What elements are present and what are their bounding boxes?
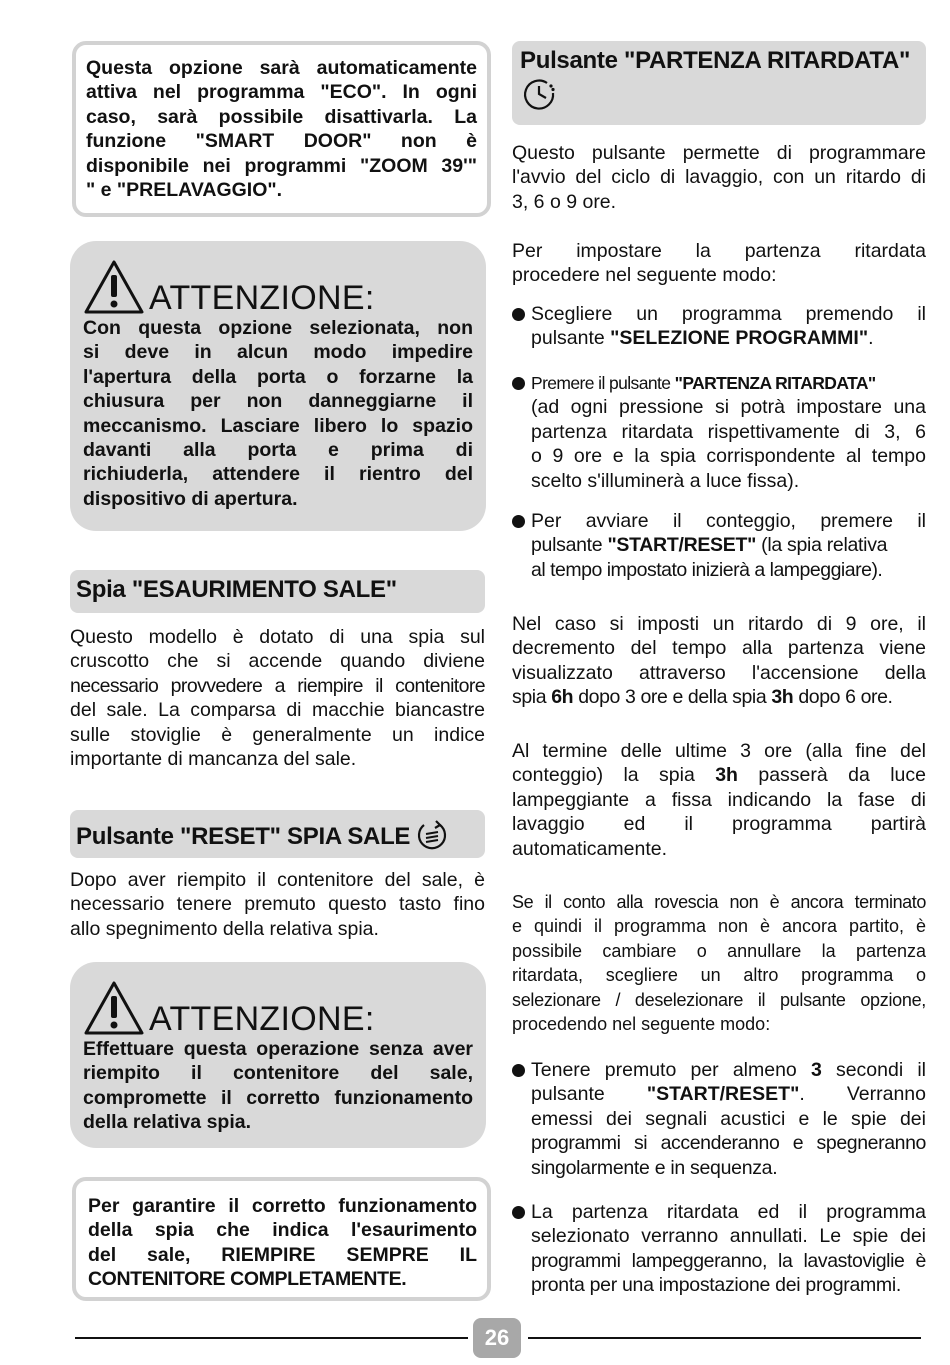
text-line: ritardata, scegliere un altro programma o xyxy=(512,965,926,986)
heading-text: Spia "ESAURIMENTO SALE" xyxy=(76,576,397,603)
eco-note-text xyxy=(86,56,477,202)
text-line: lavaggio ed il programma partirà xyxy=(512,813,926,836)
text-line: Per garantire il corretto funzionamento xyxy=(88,1195,477,1217)
text-line: sulle stoviglie è generalmente un indice xyxy=(70,723,485,746)
text-line: La partenza ritardata ed il programma xyxy=(531,1201,926,1223)
list-item xyxy=(512,371,926,493)
text-line: CONTENITORE COMPLETAMENTE. xyxy=(88,1268,407,1291)
text-line: possibile cambiare o annullare la partenza xyxy=(512,940,926,961)
bullet-icon xyxy=(512,1206,525,1219)
text-line: automaticamente. xyxy=(512,837,668,860)
footer-divider xyxy=(75,1337,468,1339)
warning-title: ATTENZIONE: xyxy=(149,1000,375,1038)
text-line: richiuderla, attendere il rientro del xyxy=(83,463,473,486)
text-line: Per avviare il conteggio, premere il xyxy=(531,510,926,532)
section-heading-delayed-start xyxy=(512,41,926,125)
text-line: Dopo aver riempito il contenitore del sale, è xyxy=(70,869,485,891)
text-line: Al termine delle ultime 3 ore (alla fine del xyxy=(512,740,926,762)
warning-box xyxy=(70,241,486,531)
warning-heading xyxy=(83,976,473,1036)
text-line: si deve in alcun modo impedire xyxy=(83,341,473,364)
text-line: partenza ritardata rispettivamente di 3, 6 xyxy=(531,420,926,443)
guarantee-note-text xyxy=(88,1194,477,1292)
text-line: visualizzato attraverso l'accensione della xyxy=(512,661,926,684)
text-line: " e "PRELAVAGGIO". xyxy=(86,179,283,202)
text-line: Per impostare la partenza ritardata xyxy=(512,240,926,262)
warning-triangle-icon xyxy=(83,259,145,315)
text-line: conteggio) la spia 3h passerà da luce xyxy=(512,764,926,787)
page-number: 26 xyxy=(473,1318,521,1358)
text-line: l'avvio del ciclo di lavaggio, con un ritardo di xyxy=(512,166,926,189)
text-line: meccanismo. Lasciare libero lo spazio xyxy=(83,414,473,437)
list-item xyxy=(512,1200,926,1298)
cancel-text xyxy=(512,890,926,1036)
salt-lamp-text xyxy=(70,625,485,771)
text-line: del sale, RIEMPIRE SEMPRE IL xyxy=(88,1243,477,1266)
text-line: disponibile nei programmi "ZOOM 39'" xyxy=(86,154,477,177)
text-line: l'apertura della porta o forzarne la xyxy=(83,365,473,388)
text-line: riempito il contenitore del sale, xyxy=(83,1062,473,1085)
text-line: selezionato verranno annullati. Le spie dei xyxy=(531,1225,926,1248)
bullet-icon xyxy=(512,377,525,390)
salt-reset-icon xyxy=(414,817,450,853)
warning-title: ATTENZIONE: xyxy=(149,279,375,317)
list-item xyxy=(512,1058,926,1180)
text-line: programmi lampeggeranno, la lavastoviglie è xyxy=(531,1249,926,1272)
text-line: lampeggiante a fissa indicando la fase di xyxy=(512,788,926,811)
text-line: pronta per una impostazione dei programmi. xyxy=(531,1274,902,1297)
text-line: spia 6h dopo 3 ore e della spia 3h dopo 6 ore. xyxy=(512,686,893,709)
list-item xyxy=(512,509,926,582)
delay-clock-icon xyxy=(520,77,558,111)
nine-hours-text xyxy=(512,612,926,710)
text-line: 3, 6 o 9 ore. xyxy=(512,190,617,213)
text-line: o 9 ore e la spia corrispondente al tempo xyxy=(531,445,926,468)
text-line: pulsante "START/RESET" (la spia relativa xyxy=(531,534,888,557)
delayed-start-intro xyxy=(512,141,926,214)
text-line: Questo pulsante permette di programmare xyxy=(512,142,926,164)
section-heading-reset xyxy=(70,810,485,858)
text-line: caso, sarà possibile disattivarla. La xyxy=(86,105,477,128)
end-count-text xyxy=(512,739,926,861)
text-line: programmi si accenderanno e spegneranno xyxy=(531,1132,926,1155)
guarantee-note-box xyxy=(72,1177,491,1301)
text-line: Effettuare questa operazione senza aver xyxy=(83,1038,473,1060)
text-line: importante di mancanza del sale. xyxy=(70,748,357,771)
text-line: selezionare / deselezionare il pulsante opzione, xyxy=(512,989,926,1010)
section-heading-salt-lamp xyxy=(70,570,485,613)
text-line: Se il conto alla rovescia non è ancora terminato xyxy=(512,892,926,912)
text-line: Questo modello è dotato di una spia sul xyxy=(70,626,485,648)
bullet-icon xyxy=(512,308,525,321)
text-line: della relativa spia. xyxy=(83,1111,252,1134)
heading-text: Pulsante "PARTENZA RITARDATA" xyxy=(520,47,911,74)
text-line: scelto s'illuminerà a luce fissa). xyxy=(531,469,800,492)
text-line: Premere il pulsante "PARTENZA RITARDATA" xyxy=(531,373,876,393)
text-line: cruscotto che si accende quando diviene xyxy=(70,650,485,673)
text-line: pulsante "SELEZIONE PROGRAMMI". xyxy=(531,327,874,350)
text-line: chiusura per non danneggiarne il xyxy=(83,390,473,413)
text-line: procedendo nel seguente modo: xyxy=(512,1014,771,1035)
text-line: Questa opzione sarà automaticamente xyxy=(86,57,477,79)
list-item xyxy=(512,302,926,351)
text-line: allo spegnimento della relativa spia. xyxy=(70,917,379,940)
eco-note-box xyxy=(72,41,491,217)
footer-divider xyxy=(528,1337,921,1339)
text-line: al tempo impostato inizierà a lampeggiare). xyxy=(531,558,883,581)
text-line: Tenere premuto per almeno 3 secondi il xyxy=(531,1059,926,1081)
text-line: attiva nel programma "ECO". In ogni xyxy=(86,81,477,104)
text-line: Con questa opzione selezionata, non xyxy=(83,317,473,339)
warning-text xyxy=(83,1037,473,1135)
warning-box xyxy=(70,962,486,1148)
warning-text xyxy=(83,316,473,511)
text-line: Nel caso si imposti un ritardo di 9 ore, il xyxy=(512,613,926,635)
heading-text: Pulsante "RESET" SPIA SALE xyxy=(76,823,411,850)
text-line: funzione "SMART DOOR" non è xyxy=(86,130,477,153)
text-line: davanti alla porta e prima di xyxy=(83,439,473,462)
text-line: necessario provvedere a riempire il contenitore xyxy=(70,674,485,697)
bullet-icon xyxy=(512,515,525,528)
warning-heading xyxy=(83,255,473,315)
text-line: decremento del tempo alla partenza viene xyxy=(512,637,926,660)
text-line: compromette il corretto funzionamento xyxy=(83,1086,473,1109)
reset-text xyxy=(70,868,485,941)
text-line: del sale. La comparsa di macchie biancastre xyxy=(70,699,485,722)
text-line: e quindi il programma non è ancora partito, è xyxy=(512,916,926,937)
text-line: pulsante "START/RESET". Verranno xyxy=(531,1083,926,1106)
text-line: (ad ogni pressione si potrà impostare una xyxy=(531,396,926,419)
text-line: emessi dei segnali acustici e le spie dei xyxy=(531,1107,926,1130)
text-line: singolarmente e in sequenza. xyxy=(531,1156,778,1179)
text-line: necessario tenere premuto questo tasto fino xyxy=(70,893,485,916)
text-line: Scegliere un programma premendo il xyxy=(531,303,926,325)
bullet-icon xyxy=(512,1064,525,1077)
setup-text xyxy=(512,239,926,288)
text-line: dispositivo di apertura. xyxy=(83,487,298,510)
warning-triangle-icon xyxy=(83,980,145,1036)
text-line: procedere nel seguente modo: xyxy=(512,264,777,287)
text-line: della spia che indica l'esaurimento xyxy=(88,1219,477,1242)
